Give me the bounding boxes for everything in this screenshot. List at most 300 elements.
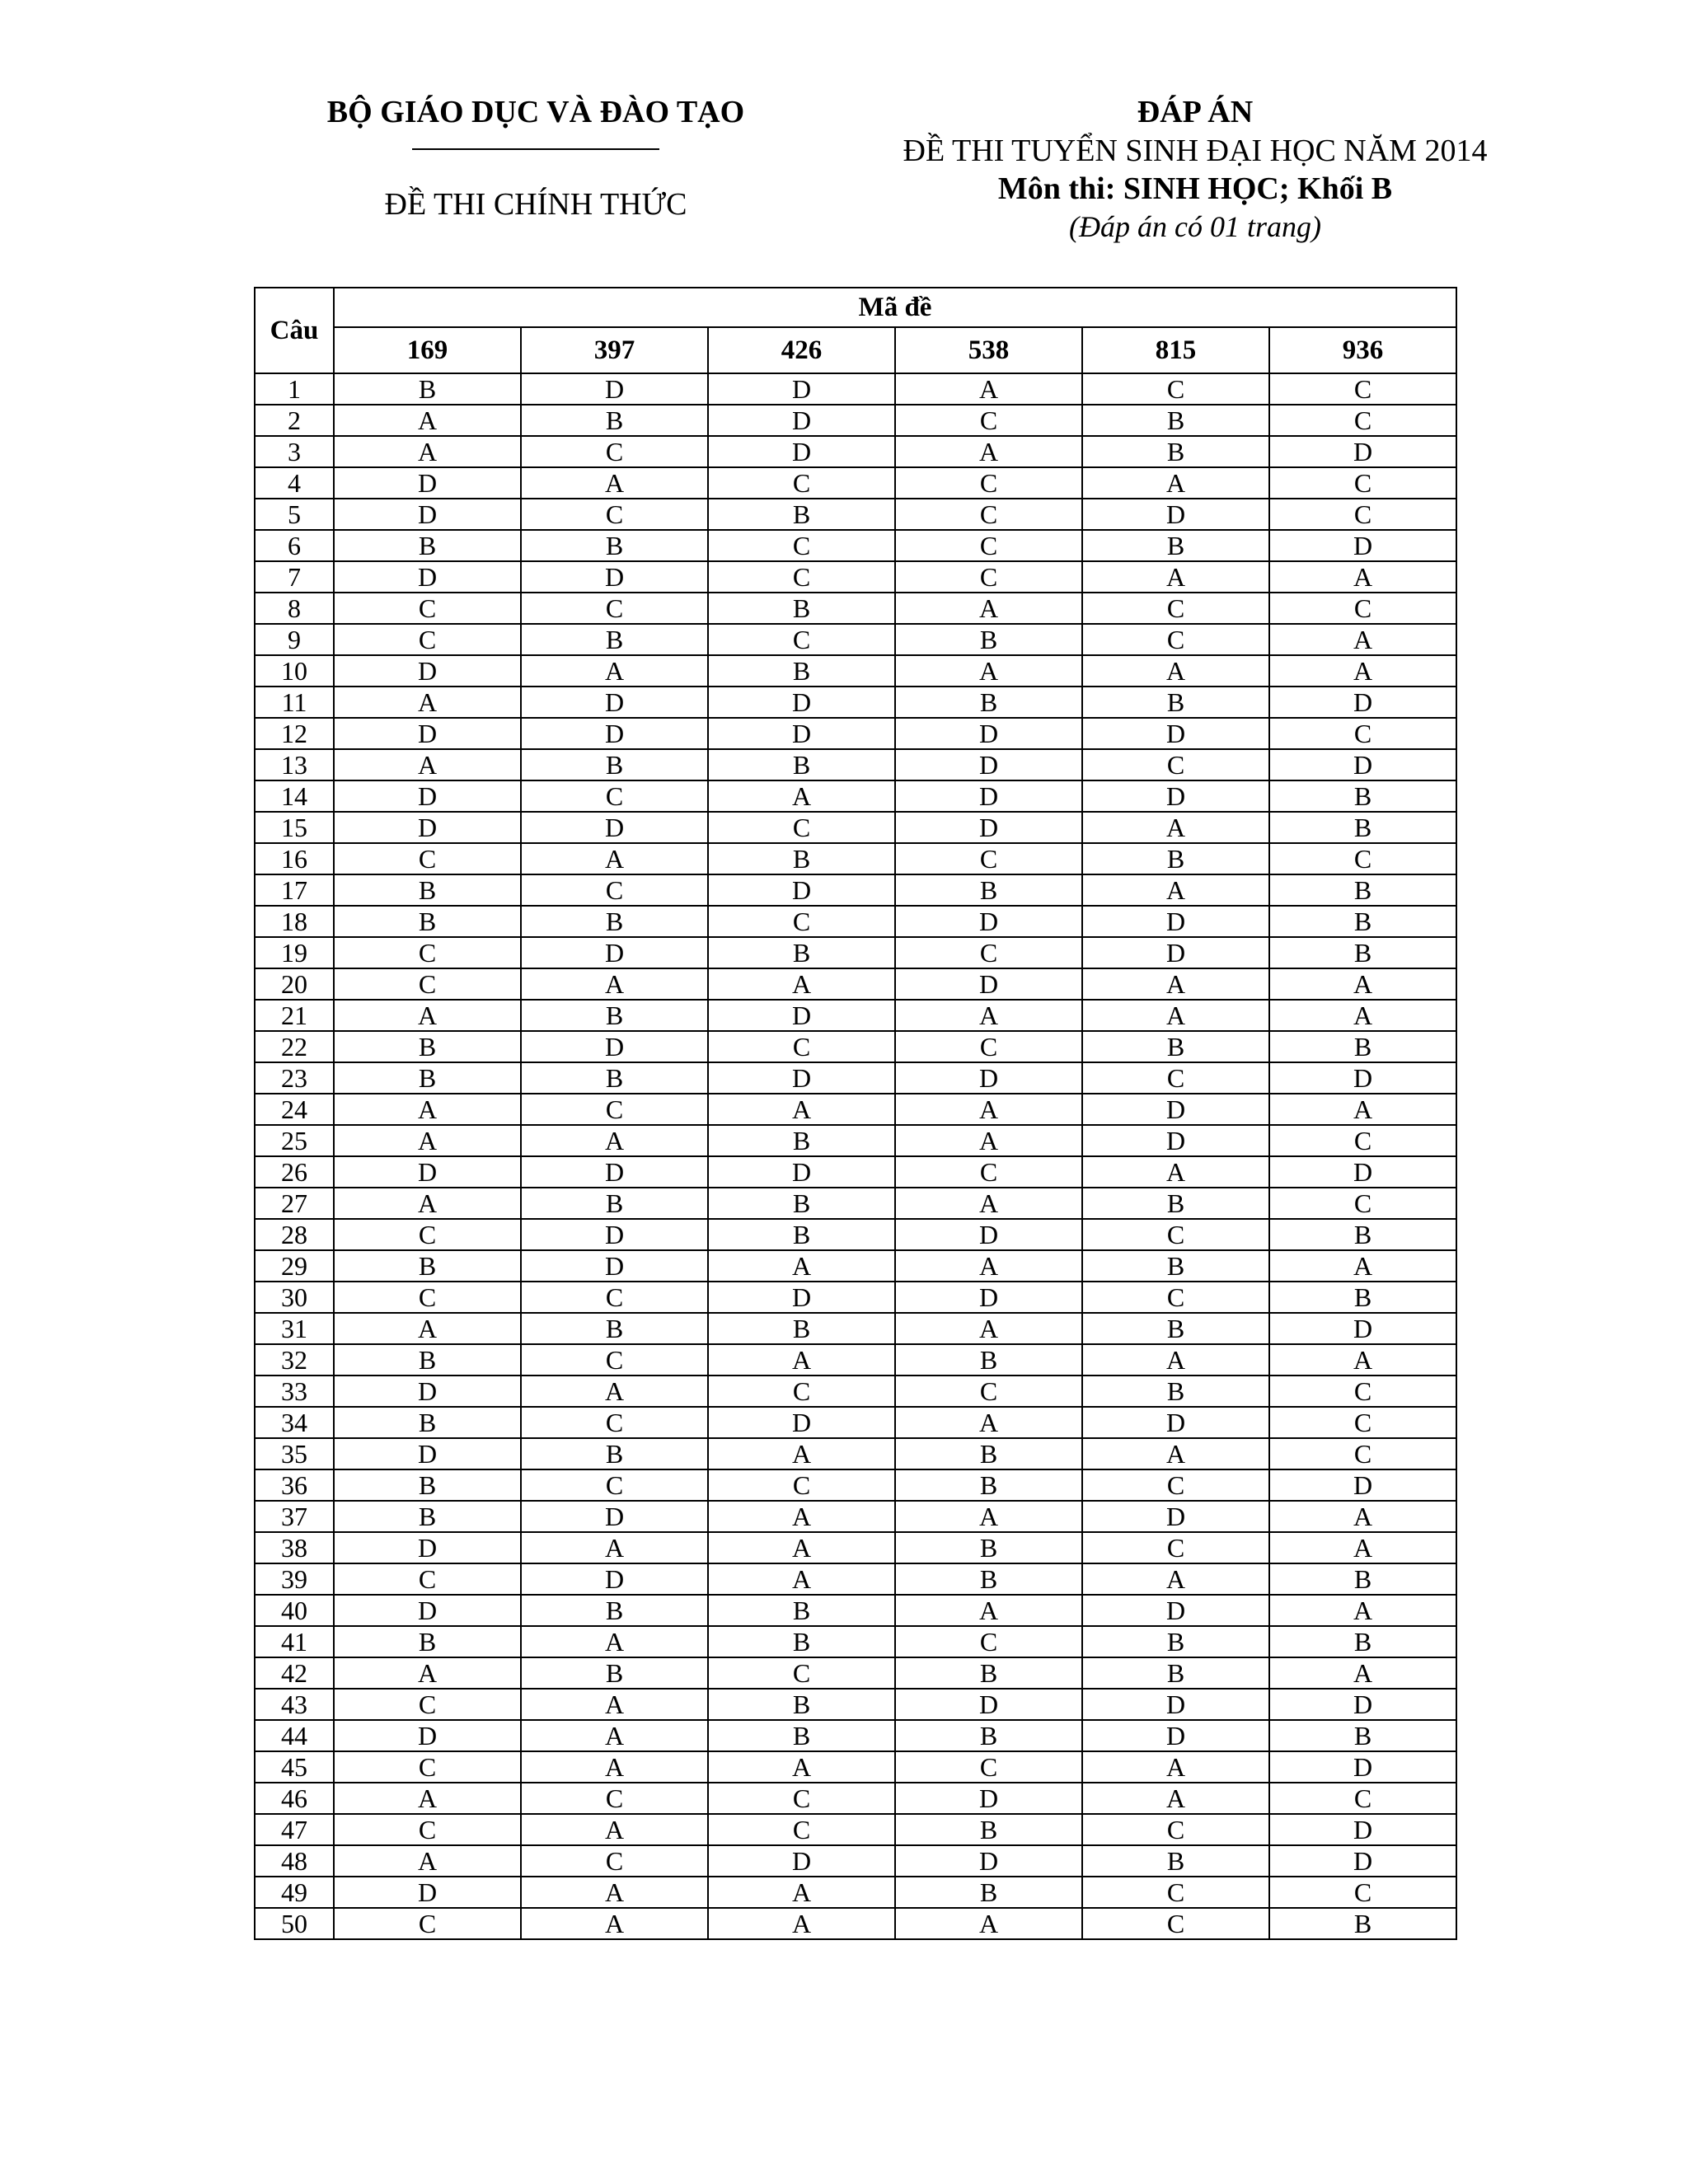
answer-cell: D bbox=[1082, 1125, 1269, 1156]
answer-cell: A bbox=[1269, 1250, 1456, 1282]
answer-cell: D bbox=[1269, 1469, 1456, 1501]
answer-cell: D bbox=[1082, 1720, 1269, 1751]
table-row bbox=[255, 1720, 1456, 1751]
answer-cell: C bbox=[895, 499, 1082, 530]
answer-cell: A bbox=[895, 1313, 1082, 1344]
answer-cell: C bbox=[1269, 1407, 1456, 1438]
answer-cell: B bbox=[895, 1814, 1082, 1845]
table-row bbox=[255, 561, 1456, 593]
answer-cell: D bbox=[895, 718, 1082, 749]
answer-cell: A bbox=[895, 1501, 1082, 1532]
answer-cell: C bbox=[708, 1657, 895, 1689]
answer-cell: A bbox=[895, 1407, 1082, 1438]
answer-cell: C bbox=[334, 1282, 521, 1313]
answer-cell: B bbox=[708, 749, 895, 780]
question-number-cell: 38 bbox=[255, 1532, 334, 1563]
table-row bbox=[255, 1814, 1456, 1845]
exam-subject: Môn thi: SINH HỌC; Khối B bbox=[997, 171, 1393, 206]
answer-cell: C bbox=[1269, 405, 1456, 436]
answer-cell: A bbox=[1082, 1563, 1269, 1595]
answer-cell: C bbox=[895, 1376, 1082, 1407]
answer-cell: C bbox=[708, 624, 895, 655]
table-row bbox=[255, 1438, 1456, 1469]
answer-cell: A bbox=[521, 1751, 708, 1783]
answer-cell: C bbox=[708, 530, 895, 561]
answer-cell: D bbox=[521, 1250, 708, 1282]
table-row bbox=[255, 1125, 1456, 1156]
answer-cell: B bbox=[708, 655, 895, 687]
answer-cell: B bbox=[895, 1469, 1082, 1501]
question-number-cell: 48 bbox=[255, 1845, 334, 1877]
table-row bbox=[255, 1031, 1456, 1062]
answer-cell: D bbox=[1269, 1689, 1456, 1720]
answer-cell: C bbox=[1082, 749, 1269, 780]
answer-cell: C bbox=[334, 937, 521, 968]
answer-cell: C bbox=[1269, 718, 1456, 749]
answer-cell: C bbox=[1082, 1282, 1269, 1313]
answer-cell: C bbox=[1082, 1219, 1269, 1250]
answer-cell: C bbox=[1082, 1532, 1269, 1563]
exam-code-cell: 169 bbox=[334, 327, 521, 373]
answer-cell: B bbox=[708, 1188, 895, 1219]
question-number-cell: 40 bbox=[255, 1595, 334, 1626]
answer-cell: A bbox=[895, 1250, 1082, 1282]
answer-cell: C bbox=[895, 405, 1082, 436]
answer-cell: C bbox=[708, 561, 895, 593]
answer-cell: D bbox=[521, 373, 708, 405]
answer-cell: C bbox=[1269, 593, 1456, 624]
answer-cell: B bbox=[708, 499, 895, 530]
answer-cell: C bbox=[895, 1031, 1082, 1062]
question-number-cell: 37 bbox=[255, 1501, 334, 1532]
answer-cell: D bbox=[1269, 1814, 1456, 1845]
table-row bbox=[255, 843, 1456, 874]
answer-cell: A bbox=[334, 1657, 521, 1689]
table-row bbox=[255, 1376, 1456, 1407]
table-row bbox=[255, 1219, 1456, 1250]
answer-cell: D bbox=[895, 1845, 1082, 1877]
header-divider bbox=[412, 148, 659, 150]
answer-cell: A bbox=[521, 1908, 708, 1939]
question-number-cell: 13 bbox=[255, 749, 334, 780]
table-row bbox=[255, 874, 1456, 906]
answer-cell: B bbox=[1082, 1250, 1269, 1282]
answer-cell: A bbox=[334, 749, 521, 780]
answer-cell: C bbox=[334, 1751, 521, 1783]
answer-cell: A bbox=[521, 1376, 708, 1407]
answer-cell: C bbox=[708, 1783, 895, 1814]
answer-cell: C bbox=[521, 1469, 708, 1501]
table-row bbox=[255, 1626, 1456, 1657]
answer-cell: B bbox=[1269, 1908, 1456, 1939]
answer-cell: C bbox=[334, 593, 521, 624]
table-row bbox=[255, 1595, 1456, 1626]
question-number-cell: 15 bbox=[255, 812, 334, 843]
document-title: ĐÁP ÁN bbox=[1137, 95, 1254, 129]
answer-cell: A bbox=[895, 593, 1082, 624]
answer-cell: B bbox=[521, 405, 708, 436]
answer-cell: B bbox=[1082, 405, 1269, 436]
header-right bbox=[808, 92, 1582, 246]
answer-cell: D bbox=[1269, 1845, 1456, 1877]
answer-cell: A bbox=[895, 1595, 1082, 1626]
table-row bbox=[255, 780, 1456, 812]
answer-cell: B bbox=[1082, 1845, 1269, 1877]
table-row bbox=[255, 1188, 1456, 1219]
question-number-cell: 22 bbox=[255, 1031, 334, 1062]
exam-code-header: Mã đề bbox=[334, 288, 1456, 327]
answer-cell: B bbox=[1269, 1720, 1456, 1751]
answer-key-table bbox=[254, 287, 1457, 1940]
answer-cell: B bbox=[1269, 1563, 1456, 1595]
answer-cell: D bbox=[521, 1219, 708, 1250]
answer-cell: D bbox=[708, 1282, 895, 1313]
answer-cell: D bbox=[895, 1062, 1082, 1094]
answer-cell: B bbox=[1269, 937, 1456, 968]
answer-cell: B bbox=[334, 1501, 521, 1532]
answer-cell: A bbox=[334, 1783, 521, 1814]
answer-cell: A bbox=[708, 1501, 895, 1532]
answer-cell: B bbox=[708, 937, 895, 968]
exam-code-cell: 815 bbox=[1082, 327, 1269, 373]
answer-cell: D bbox=[1269, 1062, 1456, 1094]
answer-cell: C bbox=[708, 1814, 895, 1845]
answer-cell: C bbox=[895, 1626, 1082, 1657]
question-number-cell: 11 bbox=[255, 687, 334, 718]
table-row bbox=[255, 1657, 1456, 1689]
answer-cell: D bbox=[1082, 1689, 1269, 1720]
answer-cell: D bbox=[708, 436, 895, 467]
exam-code-cell: 538 bbox=[895, 327, 1082, 373]
answer-cell: A bbox=[708, 1751, 895, 1783]
answer-cell: B bbox=[895, 1657, 1082, 1689]
answer-cell: B bbox=[895, 1344, 1082, 1376]
question-number-cell: 45 bbox=[255, 1751, 334, 1783]
answer-cell: D bbox=[1269, 530, 1456, 561]
answer-cell: A bbox=[1082, 561, 1269, 593]
answer-cell: D bbox=[521, 1501, 708, 1532]
question-number-cell: 30 bbox=[255, 1282, 334, 1313]
table-row bbox=[255, 1532, 1456, 1563]
answer-cell: B bbox=[895, 624, 1082, 655]
table-row bbox=[255, 749, 1456, 780]
question-number-cell: 32 bbox=[255, 1344, 334, 1376]
answer-cell: A bbox=[521, 655, 708, 687]
answer-cell: D bbox=[521, 1563, 708, 1595]
answer-cell: A bbox=[1269, 968, 1456, 1000]
answer-cell: B bbox=[1082, 1376, 1269, 1407]
answer-cell: A bbox=[1082, 655, 1269, 687]
answer-cell: B bbox=[1082, 1188, 1269, 1219]
answer-cell: B bbox=[521, 1657, 708, 1689]
answer-cell: A bbox=[1269, 1094, 1456, 1125]
answer-cell: D bbox=[708, 687, 895, 718]
question-number-cell: 4 bbox=[255, 467, 334, 499]
answer-cell: C bbox=[1082, 1814, 1269, 1845]
question-number-cell: 42 bbox=[255, 1657, 334, 1689]
answer-cell: C bbox=[1082, 624, 1269, 655]
answer-cell: C bbox=[334, 843, 521, 874]
answer-cell: D bbox=[334, 1595, 521, 1626]
answer-cell: C bbox=[334, 968, 521, 1000]
table-row bbox=[255, 1689, 1456, 1720]
answer-rows bbox=[255, 373, 1456, 1939]
question-number-cell: 10 bbox=[255, 655, 334, 687]
answer-cell: B bbox=[895, 1438, 1082, 1469]
answer-cell: C bbox=[895, 530, 1082, 561]
question-number-cell: 25 bbox=[255, 1125, 334, 1156]
question-number-cell: 27 bbox=[255, 1188, 334, 1219]
answer-cell: B bbox=[1082, 1031, 1269, 1062]
answer-cell: D bbox=[334, 655, 521, 687]
question-number-cell: 46 bbox=[255, 1783, 334, 1814]
table-row bbox=[255, 1877, 1456, 1908]
answer-cell: A bbox=[521, 843, 708, 874]
answer-cell: A bbox=[1269, 1501, 1456, 1532]
answer-cell: C bbox=[1082, 373, 1269, 405]
question-number-cell: 35 bbox=[255, 1438, 334, 1469]
answer-cell: C bbox=[521, 1845, 708, 1877]
answer-cell: B bbox=[708, 1219, 895, 1250]
answer-cell: C bbox=[521, 593, 708, 624]
answer-cell: B bbox=[1269, 874, 1456, 906]
answer-cell: C bbox=[1269, 499, 1456, 530]
question-number-cell: 31 bbox=[255, 1313, 334, 1344]
table-row bbox=[255, 593, 1456, 624]
answer-cell: A bbox=[708, 1908, 895, 1939]
answer-cell: D bbox=[334, 1877, 521, 1908]
table-row bbox=[255, 1407, 1456, 1438]
question-number-cell: 1 bbox=[255, 373, 334, 405]
answer-cell: D bbox=[708, 718, 895, 749]
answer-cell: B bbox=[1269, 1626, 1456, 1657]
answer-cell: D bbox=[334, 780, 521, 812]
answer-cell: A bbox=[334, 1313, 521, 1344]
answer-cell: B bbox=[521, 1062, 708, 1094]
answer-cell: B bbox=[521, 906, 708, 937]
table-row bbox=[255, 1313, 1456, 1344]
answer-cell: B bbox=[708, 593, 895, 624]
answer-cell: B bbox=[334, 373, 521, 405]
answer-cell: C bbox=[1269, 1376, 1456, 1407]
answer-cell: C bbox=[1269, 373, 1456, 405]
answer-cell: D bbox=[1082, 718, 1269, 749]
answer-cell: D bbox=[334, 718, 521, 749]
answer-cell: A bbox=[1269, 655, 1456, 687]
table-row bbox=[255, 373, 1456, 405]
answer-cell: D bbox=[895, 1783, 1082, 1814]
answer-cell: C bbox=[1269, 1877, 1456, 1908]
answer-cell: B bbox=[1269, 1219, 1456, 1250]
answer-cell: B bbox=[521, 749, 708, 780]
table-row bbox=[255, 1783, 1456, 1814]
table-row bbox=[255, 1563, 1456, 1595]
answer-cell: D bbox=[1269, 1313, 1456, 1344]
answer-cell: D bbox=[708, 373, 895, 405]
answer-cell: B bbox=[895, 874, 1082, 906]
question-number-cell: 24 bbox=[255, 1094, 334, 1125]
answer-cell: B bbox=[895, 1877, 1082, 1908]
answer-cell: D bbox=[521, 1031, 708, 1062]
question-number-cell: 8 bbox=[255, 593, 334, 624]
answer-cell: C bbox=[334, 1689, 521, 1720]
answer-cell: D bbox=[334, 1532, 521, 1563]
answer-cell: B bbox=[895, 687, 1082, 718]
table-row bbox=[255, 1469, 1456, 1501]
answer-cell: B bbox=[521, 1438, 708, 1469]
answer-cell: C bbox=[708, 1469, 895, 1501]
answer-cell: A bbox=[1082, 1000, 1269, 1031]
answer-cell: B bbox=[708, 1125, 895, 1156]
answer-cell: D bbox=[334, 1720, 521, 1751]
answer-cell: A bbox=[1082, 1344, 1269, 1376]
answer-cell: D bbox=[708, 405, 895, 436]
answer-cell: D bbox=[521, 1156, 708, 1188]
answer-cell: B bbox=[708, 1313, 895, 1344]
answer-cell: B bbox=[334, 1626, 521, 1657]
exam-name: ĐỀ THI TUYỂN SINH ĐẠI HỌC NĂM 2014 bbox=[903, 134, 1488, 168]
answer-cell: D bbox=[334, 1156, 521, 1188]
table-row bbox=[255, 1344, 1456, 1376]
answer-cell: B bbox=[521, 530, 708, 561]
answer-cell: C bbox=[521, 1344, 708, 1376]
answer-cell: A bbox=[708, 780, 895, 812]
answer-cell: A bbox=[1269, 1344, 1456, 1376]
answer-cell: C bbox=[1269, 1125, 1456, 1156]
question-number-cell: 14 bbox=[255, 780, 334, 812]
answer-cell: B bbox=[1082, 687, 1269, 718]
answer-cell: C bbox=[895, 1751, 1082, 1783]
answer-cell: C bbox=[895, 467, 1082, 499]
answer-cell: D bbox=[334, 812, 521, 843]
answer-cell: A bbox=[334, 687, 521, 718]
answer-cell: C bbox=[521, 1282, 708, 1313]
answer-cell: D bbox=[1082, 1501, 1269, 1532]
answer-cell: C bbox=[1269, 1783, 1456, 1814]
answer-cell: D bbox=[1082, 1094, 1269, 1125]
answer-cell: A bbox=[521, 1626, 708, 1657]
table-row bbox=[255, 624, 1456, 655]
answer-cell: C bbox=[1269, 467, 1456, 499]
page-count-note: (Đáp án có 01 trang) bbox=[1069, 210, 1321, 243]
answer-cell: D bbox=[334, 1376, 521, 1407]
answer-cell: A bbox=[1082, 1156, 1269, 1188]
question-number-cell: 18 bbox=[255, 906, 334, 937]
answer-cell: D bbox=[708, 1845, 895, 1877]
exam-code-cell: 936 bbox=[1269, 327, 1456, 373]
answer-cell: B bbox=[334, 1407, 521, 1438]
answer-cell: A bbox=[1082, 467, 1269, 499]
answer-cell: C bbox=[895, 1156, 1082, 1188]
table-row bbox=[255, 467, 1456, 499]
answer-cell: A bbox=[521, 1125, 708, 1156]
answer-cell: A bbox=[521, 1689, 708, 1720]
exam-code-cell: 397 bbox=[521, 327, 708, 373]
answer-cell: A bbox=[895, 1188, 1082, 1219]
question-number-cell: 41 bbox=[255, 1626, 334, 1657]
question-number-cell: 2 bbox=[255, 405, 334, 436]
answer-cell: B bbox=[708, 1595, 895, 1626]
answer-cell: A bbox=[334, 1188, 521, 1219]
answer-cell: D bbox=[1082, 1407, 1269, 1438]
answer-cell: D bbox=[334, 467, 521, 499]
table-row bbox=[255, 718, 1456, 749]
answer-cell: A bbox=[708, 1438, 895, 1469]
answer-cell: D bbox=[895, 1689, 1082, 1720]
question-number-cell: 33 bbox=[255, 1376, 334, 1407]
question-number-cell: 9 bbox=[255, 624, 334, 655]
answer-cell: C bbox=[334, 1219, 521, 1250]
answer-cell: D bbox=[1269, 1156, 1456, 1188]
answer-cell: D bbox=[1269, 749, 1456, 780]
answer-cell: C bbox=[521, 436, 708, 467]
answer-cell: A bbox=[521, 968, 708, 1000]
answer-cell: C bbox=[521, 1407, 708, 1438]
answer-cell: A bbox=[521, 467, 708, 499]
question-number-cell: 47 bbox=[255, 1814, 334, 1845]
answer-cell: A bbox=[708, 1094, 895, 1125]
answer-cell: B bbox=[1082, 1313, 1269, 1344]
answer-cell: D bbox=[521, 561, 708, 593]
answer-cell: C bbox=[521, 780, 708, 812]
answer-cell: C bbox=[1082, 1877, 1269, 1908]
answer-cell: A bbox=[895, 655, 1082, 687]
question-number-cell: 20 bbox=[255, 968, 334, 1000]
question-number-cell: 36 bbox=[255, 1469, 334, 1501]
answer-cell: B bbox=[1269, 1282, 1456, 1313]
answer-cell: A bbox=[1082, 1783, 1269, 1814]
answer-cell: A bbox=[334, 436, 521, 467]
answer-cell: C bbox=[334, 1563, 521, 1595]
question-number-cell: 49 bbox=[255, 1877, 334, 1908]
answer-cell: A bbox=[895, 1094, 1082, 1125]
answer-cell: A bbox=[1082, 812, 1269, 843]
answer-cell: D bbox=[1082, 499, 1269, 530]
answer-cell: B bbox=[334, 1469, 521, 1501]
answer-cell: B bbox=[334, 906, 521, 937]
answer-cell: B bbox=[521, 624, 708, 655]
answer-cell: D bbox=[521, 937, 708, 968]
answer-cell: D bbox=[895, 812, 1082, 843]
answer-cell: A bbox=[521, 1720, 708, 1751]
answer-cell: A bbox=[1269, 1657, 1456, 1689]
question-number-cell: 7 bbox=[255, 561, 334, 593]
question-number-cell: 12 bbox=[255, 718, 334, 749]
answer-cell: B bbox=[895, 1532, 1082, 1563]
answer-cell: A bbox=[1082, 1751, 1269, 1783]
answer-cell: A bbox=[334, 1125, 521, 1156]
answer-cell: A bbox=[1269, 1595, 1456, 1626]
answer-cell: A bbox=[521, 1877, 708, 1908]
answer-cell: B bbox=[521, 1000, 708, 1031]
answer-cell: A bbox=[708, 1250, 895, 1282]
answer-cell: D bbox=[895, 906, 1082, 937]
answer-cell: C bbox=[708, 467, 895, 499]
exam-code-cell: 426 bbox=[708, 327, 895, 373]
table-row bbox=[255, 1094, 1456, 1125]
answer-cell: C bbox=[1082, 593, 1269, 624]
answer-cell: B bbox=[521, 1188, 708, 1219]
answer-cell: C bbox=[1082, 1469, 1269, 1501]
answer-cell: D bbox=[521, 687, 708, 718]
question-number-cell: 29 bbox=[255, 1250, 334, 1282]
answer-cell: B bbox=[521, 1595, 708, 1626]
answer-cell: D bbox=[895, 1282, 1082, 1313]
table-row bbox=[255, 436, 1456, 467]
answer-cell: B bbox=[1269, 906, 1456, 937]
question-number-cell: 23 bbox=[255, 1062, 334, 1094]
answer-cell: A bbox=[708, 1563, 895, 1595]
